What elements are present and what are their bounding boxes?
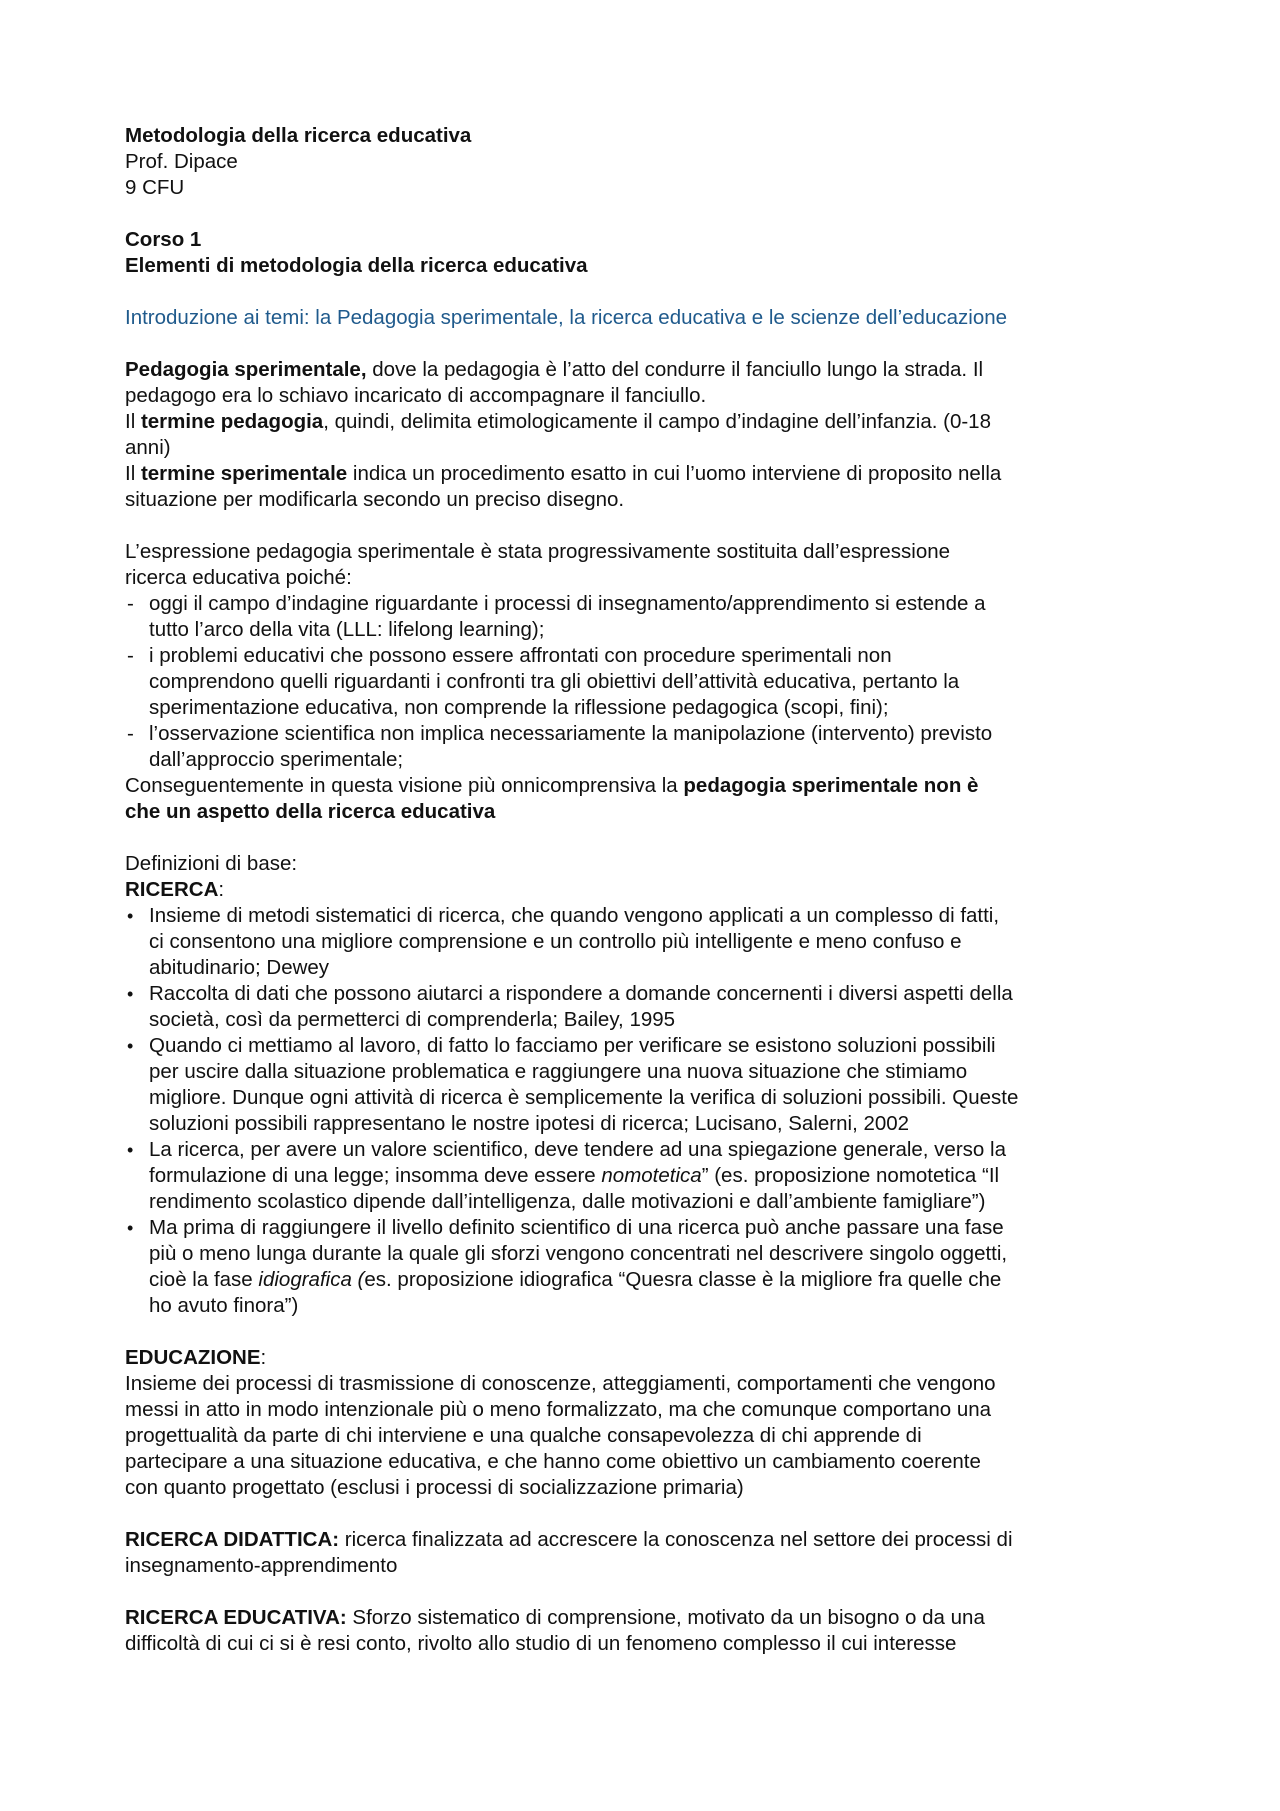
paragraph-pedagogia: Pedagogia sperimentale, dove la pedagogia è l’atto del condurre il fanciullo lungo la strada. Il pedagogo era lo schiavo incaricato di accompagnare il fanciullo. Il termine pedagogia, quindi, delimita etimologicamente il campo d’indagine dell’infanzia. (0-18 anni) Il termine sperimentale indica un procedimento esatto in cui l’uomo interviene di proposito nella situazione per modificarla secondo un preciso disegno. <box>125 358 1002 511</box>
professor-name: Prof. Dipace <box>125 150 238 173</box>
list-item: - l’osservazione scientifica non implica necessariamente la manipolazione (intervento) previsto dall’approccio sperimentale; <box>127 722 993 771</box>
section-educazione: EDUCAZIONE: Insieme dei processi di trasmissione di conoscenze, atteggiamenti, comportamenti che vengono messi in atto in modo intenzionale più o meno formalizzato, ma che comunque comportano una progettualità da parte di chi interviene e una qualche consapevolezza di chi apprende di partecipare a una situazione educativa, e che hanno come obiettivo un cambiamento coerente con quanto progettato (esclusi i processi di socializzazione primaria) <box>125 1346 996 1499</box>
credits: 9 CFU <box>125 176 185 199</box>
ricerca-heading: RICERCA <box>125 878 219 901</box>
term-idiografica: idiografica ( <box>258 1268 365 1291</box>
list-item: • La ricerca, per avere un valore scientifico, deve tendere ad una spiegazione generale, verso la formulazione di una legge; insomma deve essere nomotetica” (es. proposizione nomotetica “Il rendimento scolastico dipende dall’intelligenza, dalle motivazioni e dall’ambiente famigliare”) <box>127 1138 1006 1213</box>
conclusion-emphasis: pedagogia sperimentale non è <box>683 774 979 797</box>
term-sperimentale: termine sperimentale <box>140 462 348 485</box>
section-title: Elementi di metodologia della ricerca educativa <box>125 254 588 277</box>
bullet-icon: • <box>127 906 134 926</box>
conclusion-emphasis-cont: che un aspetto della ricerca educativa <box>125 800 496 823</box>
list-item: - oggi il campo d’indagine riguardante i processi di insegnamento/apprendimento si estende a tutto l’arco della vita (LLL: lifelong learning); <box>127 592 986 641</box>
definitions-intro: Definizioni di base: <box>125 852 298 875</box>
paragraph-espressione: L’espressione pedagogia sperimentale è stata progressivamente sostituita dall’espressione ricerca educativa poiché: - oggi il campo d’indagine riguardante i processi di insegnamento/apprendimento si estende a tutto l’arco della vita (LLL: lifelong learning); - i problemi educativi che possono essere affrontati con procedure sperimentali non comprendono quelli riguardanti i confronti tra gli obiettivi dell’attività educativa, pertanto la sperimentazione educativa, non comprende la riflessione pedagogica (scopi, fini); - l’osservazione scientifica non implica necessariamente la manipolazione (intervento) previsto dall’approccio sperimentale; Conseguentemente in questa visione più onnicomprensiva la pedagogia sperimentale non è che un aspetto della ricerca educativa <box>125 539 1175 825</box>
section-ricerca-educativa: RICERCA EDUCATIVA: Sforzo sistematico di comprensione, motivato da un bisogno o da una difficoltà di cui ci si è resi conto, rivolto allo studio di un fenomeno complesso il cui interesse <box>125 1606 985 1655</box>
ricerca-educativa-heading: RICERCA EDUCATIVA: <box>125 1606 347 1629</box>
list-item: • Raccolta di dati che possono aiutarci a rispondere a domande concernenti i diversi aspetti della società, così da permetterci di comprenderla; Bailey, 1995 <box>127 982 1013 1031</box>
educazione-heading: EDUCAZIONE <box>125 1346 261 1369</box>
bullet-icon: • <box>127 1218 134 1238</box>
list-item: • Insieme di metodi sistematici di ricerca, che quando vengono applicati a un complesso di fatti, ci consentono una migliore comprensione e un controllo più intelligente e meno confuso e abitudinario; Dewey <box>127 904 1000 979</box>
section-subtitle: Introduzione ai temi: la Pedagogia sperimentale, la ricerca educativa e le scienze dell’educazione <box>125 306 1008 329</box>
dash-marker: - <box>127 722 134 745</box>
dash-marker: - <box>127 592 134 615</box>
reasons-list <box>125 591 1175 773</box>
section-definizioni: Definizioni di base: RICERCA: • Insieme di metodi sistematici di ricerca, che quando vengono applicati a un complesso di fatti, ci consentono una migliore comprensione e un controllo più intelligente e meno confuso e abitudinario; Dewey • Raccolta di dati che possono aiutarci a rispondere a domande concernenti i diversi aspetti della società, così da permetterci di comprenderla; Bailey, 1995 • Quando ci mettiamo al lavoro, di fatto lo facciamo per verificare se esistono soluzioni possibili per uscire dalla situazione problematica e raggiungere una nuova situazione che stimiamo migliore. Dunque ogni attività di ricerca è semplicemente la verifica di soluzioni possibili. Queste soluzioni possibili rappresentano le nostre ipotesi di ricerca; Lucisano, Salerni, 2002 • La ricerca, per avere un valore scientifico, deve tendere ad una spiegazione generale, verso la formulazione di una legge; insomma deve essere nomotetica” (es. proposizione nomotetica “Il rendimento scolastico dipende dall’intelligenza, dalle motivazioni e dall’ambiente famigliare”) • Ma prima di raggiungere il livello definito scientifico di una ricerca può anche passare una fase più o meno lunga durante la quale gli sforzi vengono concentrati nel descrivere singolo oggetti, cioè la fase idiografica (es. proposizione idiografica “Quesra classe è la migliore fra quelle che ho avuto finora”) <box>125 851 1175 1319</box>
list-item: • Quando ci mettiamo al lavoro, di fatto lo facciamo per verificare se esistono soluzioni possibili per uscire dalla situazione problematica e raggiungere una nuova situazione che stimiamo migliore. Dunque ogni attività di ricerca è semplicemente la verifica di soluzioni possibili. Queste soluzioni possibili rappresentano le nostre ipotesi di ricerca; Lucisano, Salerni, 2002 <box>127 1034 1019 1135</box>
ricerca-definitions-list <box>125 903 1175 1319</box>
term-pedagogia: termine pedagogia <box>140 410 324 433</box>
course-title: Metodologia della ricerca educativa <box>125 124 472 147</box>
list-item: • Ma prima di raggiungere il livello definito scientifico di una ricerca può anche passare una fase più o meno lunga durante la quale gli sforzi vengono concentrati nel descrivere singolo oggetti, cioè la fase idiografica (es. proposizione idiografica “Quesra classe è la migliore fra quelle che ho avuto finora”) <box>127 1216 1008 1317</box>
bullet-icon: • <box>127 1036 134 1056</box>
section-label: Corso 1 <box>125 228 202 251</box>
dash-marker: - <box>127 644 134 667</box>
term-pedagogia-sperimentale: Pedagogia sperimentale, <box>125 358 367 381</box>
list-item: - i problemi educativi che possono essere affrontati con procedure sperimentali non comprendono quelli riguardanti i confronti tra gli obiettivi dell’attività educativa, pertanto la sperimentazione educativa, non comprende la riflessione pedagogica (scopi, fini); <box>127 644 960 719</box>
term-nomotetica: nomotetica <box>601 1164 702 1187</box>
section-ricerca-didattica: RICERCA DIDATTICA: ricerca finalizzata ad accrescere la conoscenza nel settore dei processi di insegnamento-apprendimento <box>125 1528 1013 1577</box>
bullet-icon: • <box>127 984 134 1004</box>
bullet-icon: • <box>127 1140 134 1160</box>
document-page <box>125 123 1175 1657</box>
ricerca-didattica-heading: RICERCA DIDATTICA: <box>125 1528 340 1551</box>
